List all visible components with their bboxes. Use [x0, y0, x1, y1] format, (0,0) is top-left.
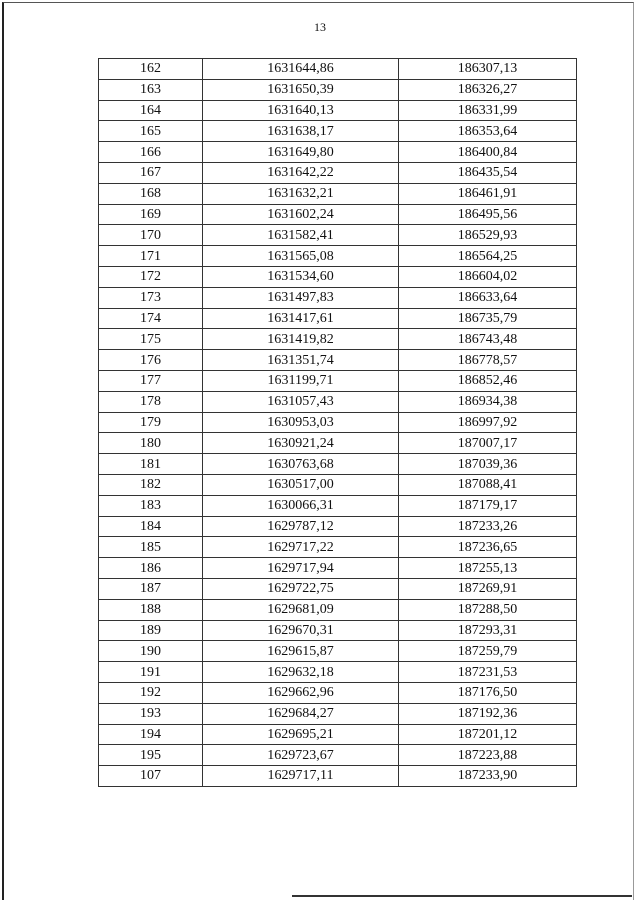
- y-coordinate-cell: 187259,79: [399, 641, 577, 662]
- point-number-cell: 172: [99, 266, 203, 287]
- table-row: [99, 662, 577, 683]
- y-coordinate-cell: 187039,36: [399, 454, 577, 475]
- table-row: [99, 558, 577, 579]
- x-coordinate-cell: 1629722,75: [203, 578, 399, 599]
- point-number-cell: 166: [99, 142, 203, 163]
- y-coordinate-cell: 187231,53: [399, 662, 577, 683]
- y-coordinate-cell: 187255,13: [399, 558, 577, 579]
- table-row: [99, 142, 577, 163]
- point-number-cell: 195: [99, 745, 203, 766]
- x-coordinate-cell: 1630953,03: [203, 412, 399, 433]
- x-coordinate-cell: 1631199,71: [203, 370, 399, 391]
- table-row: [99, 412, 577, 433]
- x-coordinate-cell: 1629670,31: [203, 620, 399, 641]
- table-row: [99, 495, 577, 516]
- point-number-cell: 184: [99, 516, 203, 537]
- table-row: [99, 724, 577, 745]
- point-number-cell: 168: [99, 183, 203, 204]
- point-number-cell: 162: [99, 59, 203, 80]
- x-coordinate-cell: 1631417,61: [203, 308, 399, 329]
- table-row: [99, 620, 577, 641]
- y-coordinate-cell: 186353,64: [399, 121, 577, 142]
- x-coordinate-cell: 1629632,18: [203, 662, 399, 683]
- x-coordinate-cell: 1629787,12: [203, 516, 399, 537]
- point-number-cell: 194: [99, 724, 203, 745]
- point-number-cell: 186: [99, 558, 203, 579]
- coordinates-table-body: [99, 59, 577, 787]
- table-row: [99, 100, 577, 121]
- y-coordinate-cell: 186307,13: [399, 59, 577, 80]
- point-number-cell: 176: [99, 350, 203, 371]
- coordinates-table: [98, 58, 577, 787]
- x-coordinate-cell: 1629717,94: [203, 558, 399, 579]
- table-row: [99, 287, 577, 308]
- point-number-cell: 183: [99, 495, 203, 516]
- point-number-cell: 179: [99, 412, 203, 433]
- table-row: [99, 433, 577, 454]
- y-coordinate-cell: 186326,27: [399, 79, 577, 100]
- x-coordinate-cell: 1631602,24: [203, 204, 399, 225]
- table-row: [99, 162, 577, 183]
- x-coordinate-cell: 1629723,67: [203, 745, 399, 766]
- table-row: [99, 79, 577, 100]
- table-row: [99, 329, 577, 350]
- y-coordinate-cell: 187269,91: [399, 578, 577, 599]
- y-coordinate-cell: 186778,57: [399, 350, 577, 371]
- table-row: [99, 204, 577, 225]
- y-coordinate-cell: 186934,38: [399, 391, 577, 412]
- y-coordinate-cell: 187201,12: [399, 724, 577, 745]
- point-number-cell: 165: [99, 121, 203, 142]
- table-row: [99, 370, 577, 391]
- table-row: [99, 391, 577, 412]
- y-coordinate-cell: 187233,90: [399, 766, 577, 787]
- point-number-cell: 191: [99, 662, 203, 683]
- point-number-cell: 177: [99, 370, 203, 391]
- y-coordinate-cell: 187179,17: [399, 495, 577, 516]
- x-coordinate-cell: 1631638,17: [203, 121, 399, 142]
- y-coordinate-cell: 186564,25: [399, 246, 577, 267]
- x-coordinate-cell: 1630066,31: [203, 495, 399, 516]
- x-coordinate-cell: 1629695,21: [203, 724, 399, 745]
- y-coordinate-cell: 187088,41: [399, 474, 577, 495]
- x-coordinate-cell: 1631534,60: [203, 266, 399, 287]
- point-number-cell: 193: [99, 703, 203, 724]
- y-coordinate-cell: 186400,84: [399, 142, 577, 163]
- y-coordinate-cell: 187236,65: [399, 537, 577, 558]
- x-coordinate-cell: 1631419,82: [203, 329, 399, 350]
- point-number-cell: 190: [99, 641, 203, 662]
- point-number-cell: 187: [99, 578, 203, 599]
- table-row: [99, 59, 577, 80]
- table-row: [99, 537, 577, 558]
- x-coordinate-cell: 1631644,86: [203, 59, 399, 80]
- table-row: [99, 474, 577, 495]
- point-number-cell: 173: [99, 287, 203, 308]
- y-coordinate-cell: 186633,64: [399, 287, 577, 308]
- point-number-cell: 188: [99, 599, 203, 620]
- point-number-cell: 167: [99, 162, 203, 183]
- y-coordinate-cell: 187223,88: [399, 745, 577, 766]
- y-coordinate-cell: 186495,56: [399, 204, 577, 225]
- y-coordinate-cell: 186852,46: [399, 370, 577, 391]
- point-number-cell: 182: [99, 474, 203, 495]
- table-row: [99, 350, 577, 371]
- x-coordinate-cell: 1629717,22: [203, 537, 399, 558]
- point-number-cell: 180: [99, 433, 203, 454]
- x-coordinate-cell: 1631582,41: [203, 225, 399, 246]
- y-coordinate-cell: 186604,02: [399, 266, 577, 287]
- x-coordinate-cell: 1631632,21: [203, 183, 399, 204]
- point-number-cell: 163: [99, 79, 203, 100]
- x-coordinate-cell: 1631650,39: [203, 79, 399, 100]
- y-coordinate-cell: 187192,36: [399, 703, 577, 724]
- table-row: [99, 308, 577, 329]
- x-coordinate-cell: 1631640,13: [203, 100, 399, 121]
- x-coordinate-cell: 1630517,00: [203, 474, 399, 495]
- point-number-cell: 192: [99, 682, 203, 703]
- table-row: [99, 454, 577, 475]
- table-row: [99, 183, 577, 204]
- y-coordinate-cell: 186435,54: [399, 162, 577, 183]
- y-coordinate-cell: 187007,17: [399, 433, 577, 454]
- bottom-rule: [292, 895, 632, 897]
- table-row: [99, 682, 577, 703]
- y-coordinate-cell: 186331,99: [399, 100, 577, 121]
- table-row: [99, 766, 577, 787]
- table-row: [99, 121, 577, 142]
- y-coordinate-cell: 186735,79: [399, 308, 577, 329]
- point-number-cell: 185: [99, 537, 203, 558]
- x-coordinate-cell: 1631497,83: [203, 287, 399, 308]
- table-row: [99, 599, 577, 620]
- table-row: [99, 641, 577, 662]
- page-number: 13: [314, 20, 326, 34]
- y-coordinate-cell: 187288,50: [399, 599, 577, 620]
- point-number-cell: 107: [99, 766, 203, 787]
- point-number-cell: 171: [99, 246, 203, 267]
- table-row: [99, 266, 577, 287]
- table-row: [99, 745, 577, 766]
- y-coordinate-cell: 186461,91: [399, 183, 577, 204]
- x-coordinate-cell: 1631649,80: [203, 142, 399, 163]
- y-coordinate-cell: 187293,31: [399, 620, 577, 641]
- x-coordinate-cell: 1629681,09: [203, 599, 399, 620]
- point-number-cell: 174: [99, 308, 203, 329]
- point-number-cell: 169: [99, 204, 203, 225]
- x-coordinate-cell: 1630763,68: [203, 454, 399, 475]
- y-coordinate-cell: 186997,92: [399, 412, 577, 433]
- x-coordinate-cell: 1631642,22: [203, 162, 399, 183]
- x-coordinate-cell: 1631351,74: [203, 350, 399, 371]
- point-number-cell: 178: [99, 391, 203, 412]
- x-coordinate-cell: 1629684,27: [203, 703, 399, 724]
- point-number-cell: 189: [99, 620, 203, 641]
- point-number-cell: 175: [99, 329, 203, 350]
- y-coordinate-cell: 187176,50: [399, 682, 577, 703]
- x-coordinate-cell: 1630921,24: [203, 433, 399, 454]
- table-row: [99, 225, 577, 246]
- point-number-cell: 164: [99, 100, 203, 121]
- x-coordinate-cell: 1629717,11: [203, 766, 399, 787]
- y-coordinate-cell: 187233,26: [399, 516, 577, 537]
- x-coordinate-cell: 1629615,87: [203, 641, 399, 662]
- point-number-cell: 170: [99, 225, 203, 246]
- x-coordinate-cell: 1629662,96: [203, 682, 399, 703]
- x-coordinate-cell: 1631057,43: [203, 391, 399, 412]
- y-coordinate-cell: 186743,48: [399, 329, 577, 350]
- point-number-cell: 181: [99, 454, 203, 475]
- x-coordinate-cell: 1631565,08: [203, 246, 399, 267]
- y-coordinate-cell: 186529,93: [399, 225, 577, 246]
- table-row: [99, 246, 577, 267]
- table-row: [99, 516, 577, 537]
- table-row: [99, 703, 577, 724]
- table-row: [99, 578, 577, 599]
